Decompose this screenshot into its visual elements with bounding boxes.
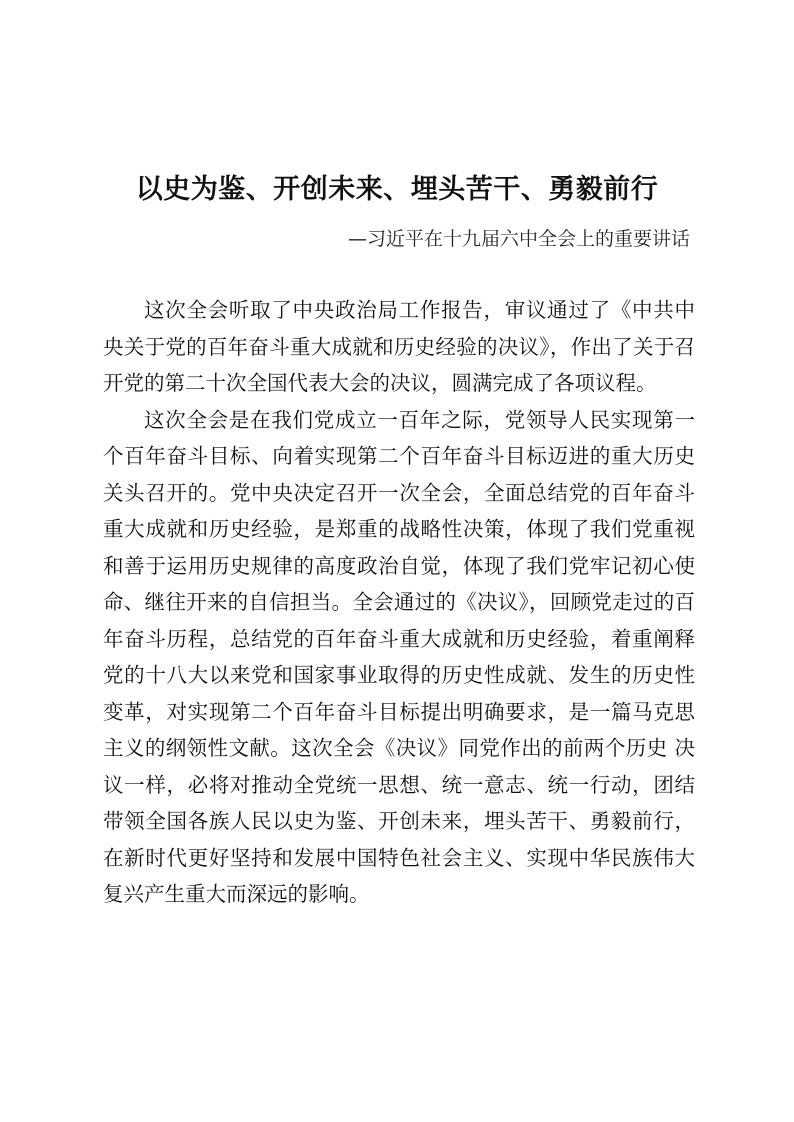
- document-body: [103, 292, 695, 913]
- paragraph-2: 这次全会是在我们党成立一百年之际，党领导人民实现第一个百年奋斗目标、向着实现第二个百年奋斗目标迈进的重大历史关头召开的。党中央决定召开一次全会，全面总结党的百年奋斗重大成就和历史经验，是郑重的战略性决策，体现了我们党重视和善于运用历史规律的高度政治自觉，体现了我们党牢记初心使命、继往开来的自信担当。全会通过的《决议》，回顾党走过的百年奋斗历程，总结党的百年奋斗重大成就和历史经验，着重阐释党的十八大以来党和国家事业取得的历史性成就、发生的历史性变革，对实现第二个百年奋斗目标提出明确要求，是一篇马克思主义的纲领性文献。这次全会《决议》同党作出的前两个历史 决议一样，必将对推动全党统一思想、统一意志、统一行动，团结带领全国各族人民以史为鉴、开创未来，埋头苦干、勇毅前行， 在新时代更好坚持和发展中国特色社会主义、实现中华民族伟大复兴产生重大而深远的影响。: [103, 407, 695, 906]
- paragraph-1: 这次全会听取了中央政治局工作报告，审议通过了《中共中央关于党的百年奋斗重大成就和历史经验的决议》，作出了关于召开党的第二十次全国代表大会的决议，圆满完成了各项议程。: [103, 298, 695, 395]
- document-subtitle: —习近平在十九届六中全会上的重要讲话: [347, 228, 690, 250]
- document-title: 以史为鉴、开创未来、埋头苦干、勇毅前行: [135, 174, 659, 205]
